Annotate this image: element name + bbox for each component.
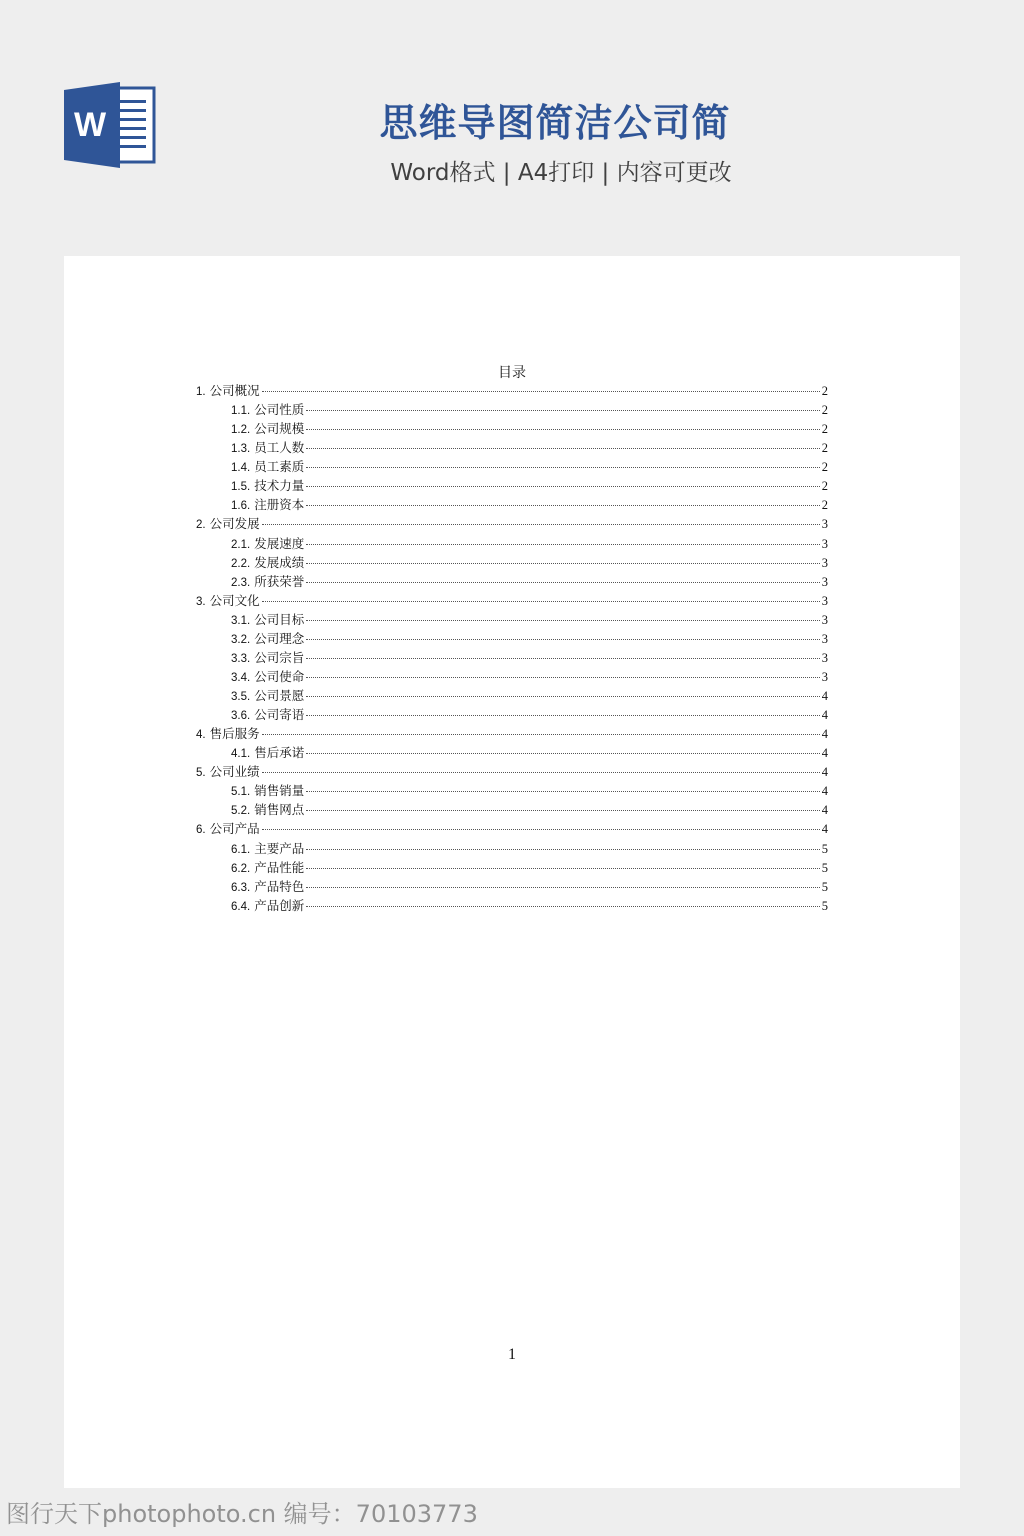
toc-entry[interactable]	[196, 439, 828, 458]
toc-entry[interactable]	[196, 801, 828, 820]
toc-entry[interactable]	[196, 744, 828, 763]
toc-entry-number: 3.5.	[231, 691, 251, 703]
toc-entry-label: 所获荣誉	[254, 574, 305, 589]
toc-entry-label: 产品性能	[254, 860, 305, 875]
toc-entry-number: 3.6.	[231, 710, 251, 723]
toc-entry-number: 3.3.	[231, 652, 251, 665]
toc-entry-number: 2.1.	[231, 538, 251, 551]
toc-entry-number: 6.4.	[231, 900, 251, 913]
page-title: 思维导图简洁公司简	[379, 101, 731, 145]
toc-entry[interactable]	[196, 859, 828, 878]
toc-entry-page: 3	[821, 631, 828, 646]
toc-entry-page: 3	[821, 669, 828, 684]
toc-dot-leader	[306, 410, 820, 411]
toc-entry-page: 3	[821, 555, 828, 570]
toc-entry-label: 公司寄语	[254, 708, 305, 723]
toc-entry-label: 产品创新	[254, 898, 305, 913]
toc-title: 目录	[498, 366, 526, 381]
toc-entry-label: 产品特色	[254, 879, 305, 894]
toc-entry-label: 员工素质	[254, 460, 305, 475]
toc-entry-page: 4	[821, 689, 828, 703]
toc-entry[interactable]	[196, 496, 828, 515]
toc-entry-page: 3	[821, 612, 828, 627]
toc-dot-leader	[306, 448, 820, 449]
toc-dot-leader	[262, 524, 820, 525]
toc-dot-leader	[306, 696, 820, 697]
toc-entry-label: 公司发展	[209, 517, 260, 532]
toc-entry-page: 3	[821, 593, 828, 608]
toc-entry-label: 主要产品	[254, 841, 305, 856]
toc-entry[interactable]	[196, 535, 828, 554]
toc-entry[interactable]	[196, 382, 828, 401]
toc-entry[interactable]	[196, 515, 828, 534]
toc-entry-label: 发展速度	[254, 536, 305, 551]
toc-entry-label: 销售销量	[254, 784, 305, 799]
toc-entry-page: 4	[821, 727, 828, 742]
toc-entry-label: 公司使命	[254, 669, 305, 684]
toc-entry-label: 公司景愿	[254, 689, 305, 703]
toc-entry[interactable]	[196, 820, 828, 839]
toc-entry[interactable]	[196, 649, 828, 668]
toc-dot-leader	[306, 544, 820, 545]
toc-entry[interactable]	[196, 458, 828, 477]
toc-entry-number: 2.3.	[231, 576, 251, 589]
toc-entry-page: 2	[821, 422, 828, 437]
toc-entry-number: 4.1.	[231, 748, 251, 761]
toc-entry-label: 销售网点	[254, 803, 305, 818]
toc-dot-leader	[306, 677, 820, 678]
toc-entry-number: 5.1.	[231, 786, 251, 799]
toc-entry[interactable]	[196, 897, 828, 916]
watermark-text: 图行天下photophoto.cn 编号：70103773	[6, 1500, 478, 1528]
toc-entry[interactable]	[196, 554, 828, 573]
toc-entry-number: 5.2.	[231, 805, 251, 818]
toc-entry[interactable]	[196, 630, 828, 649]
toc-entry[interactable]	[196, 611, 828, 630]
toc-entry-page: 4	[821, 784, 828, 799]
toc-entry[interactable]	[196, 782, 828, 801]
toc-entry-number: 6.1.	[231, 843, 251, 856]
toc-dot-leader	[306, 639, 820, 640]
toc-dot-leader	[306, 620, 820, 621]
toc-entry-number: 6.	[196, 824, 206, 837]
toc-dot-leader	[306, 467, 820, 468]
toc-entry-number: 5.	[196, 767, 206, 780]
toc-entry[interactable]	[196, 477, 828, 496]
header	[0, 0, 1024, 240]
toc-entry-page: 5	[821, 841, 828, 856]
toc-entry-label: 公司宗旨	[254, 650, 305, 665]
toc-entry-number: 3.4.	[231, 671, 251, 684]
toc-entry-label: 注册资本	[254, 498, 305, 513]
toc-entry-label: 公司文化	[209, 593, 260, 608]
toc-entry-page: 3	[821, 536, 828, 551]
toc-entry-label: 公司目标	[254, 612, 305, 627]
toc-dot-leader	[306, 715, 820, 716]
toc-entry-page: 3	[821, 574, 828, 589]
toc-entry-number: 1.3.	[231, 443, 251, 456]
toc-entry-number: 3.2.	[231, 633, 251, 646]
toc-entry-number: 1.1.	[231, 405, 251, 418]
toc-entry[interactable]	[196, 840, 828, 859]
toc-entry[interactable]	[196, 592, 828, 611]
toc-entry-page: 4	[821, 746, 828, 761]
toc-dot-leader	[306, 753, 820, 754]
toc-dot-leader	[306, 887, 820, 888]
toc-dot-leader	[306, 563, 820, 564]
toc-entry-page: 2	[821, 384, 828, 398]
toc-entry-number: 3.	[196, 595, 206, 608]
toc-entry-number: 1.4.	[231, 462, 251, 475]
toc-entry-page: 5	[821, 898, 828, 913]
toc-entry-page: 2	[821, 479, 828, 494]
toc-entry-number: 1.	[196, 386, 206, 398]
toc-entry-page: 5	[821, 879, 828, 894]
toc-entry-label: 员工人数	[254, 441, 305, 456]
word-icon-letter: W	[73, 106, 107, 144]
toc-entry-page: 4	[821, 765, 828, 780]
toc-entry-label: 公司产品	[209, 822, 260, 837]
toc-entry-page: 4	[821, 822, 828, 837]
toc-dot-leader	[306, 429, 820, 430]
page-number: 1	[508, 1346, 516, 1363]
table-of-contents	[196, 382, 828, 916]
toc-dot-leader	[306, 810, 820, 811]
toc-entry-page: 3	[821, 650, 828, 665]
toc-entry-page: 5	[821, 860, 828, 875]
toc-entry-page: 2	[821, 460, 828, 475]
toc-dot-leader	[306, 658, 820, 659]
toc-entry-number: 1.2.	[231, 424, 251, 437]
toc-dot-leader	[306, 849, 820, 850]
toc-entry-page: 2	[821, 441, 828, 456]
toc-entry-number: 2.	[196, 519, 206, 532]
toc-entry-number: 4.	[196, 729, 206, 742]
toc-entry-label: 公司理念	[254, 631, 305, 646]
toc-entry[interactable]	[196, 687, 828, 706]
toc-entry-page: 4	[821, 803, 828, 818]
toc-dot-leader	[306, 505, 820, 506]
toc-entry[interactable]	[196, 878, 828, 897]
toc-entry-label: 售后服务	[209, 727, 260, 742]
toc-entry-label: 公司业绩	[209, 765, 260, 780]
toc-entry-page: 2	[821, 498, 828, 513]
toc-entry[interactable]	[196, 668, 828, 687]
toc-entry-label: 售后承诺	[254, 746, 305, 761]
toc-entry[interactable]	[196, 573, 828, 592]
toc-entry-label: 公司性质	[254, 403, 305, 418]
toc-entry[interactable]	[196, 725, 828, 744]
toc-entry-number: 1.5.	[231, 481, 251, 494]
toc-entry-page: 4	[821, 708, 828, 723]
toc-dot-leader	[262, 391, 820, 392]
toc-entry-label: 公司概况	[209, 384, 260, 398]
toc-entry-number: 6.3.	[231, 881, 251, 894]
toc-entry[interactable]	[196, 763, 828, 782]
toc-entry[interactable]	[196, 706, 828, 725]
toc-dot-leader	[306, 486, 820, 487]
toc-dot-leader	[262, 734, 820, 735]
toc-entry-label: 公司规模	[254, 422, 305, 437]
toc-entry-number: 3.1.	[231, 614, 251, 627]
toc-dot-leader	[262, 601, 820, 602]
document-page	[64, 256, 960, 1488]
toc-entry-number: 2.2.	[231, 557, 251, 570]
toc-entry-label: 发展成绩	[254, 555, 305, 570]
toc-entry[interactable]	[196, 420, 828, 439]
toc-dot-leader	[306, 868, 820, 869]
toc-entry-page: 2	[821, 403, 828, 418]
toc-entry-number: 1.6.	[231, 500, 251, 513]
toc-dot-leader	[262, 829, 820, 830]
toc-dot-leader	[306, 906, 820, 907]
toc-dot-leader	[306, 791, 820, 792]
toc-entry-label: 技术力量	[254, 479, 305, 494]
page-subtitle: Word格式 | A4打印 | 内容可更改	[390, 160, 732, 186]
toc-entry[interactable]	[196, 401, 828, 420]
toc-dot-leader	[306, 582, 820, 583]
toc-entry-number: 6.2.	[231, 862, 251, 875]
toc-entry-page: 3	[821, 517, 828, 532]
toc-dot-leader	[262, 772, 820, 773]
